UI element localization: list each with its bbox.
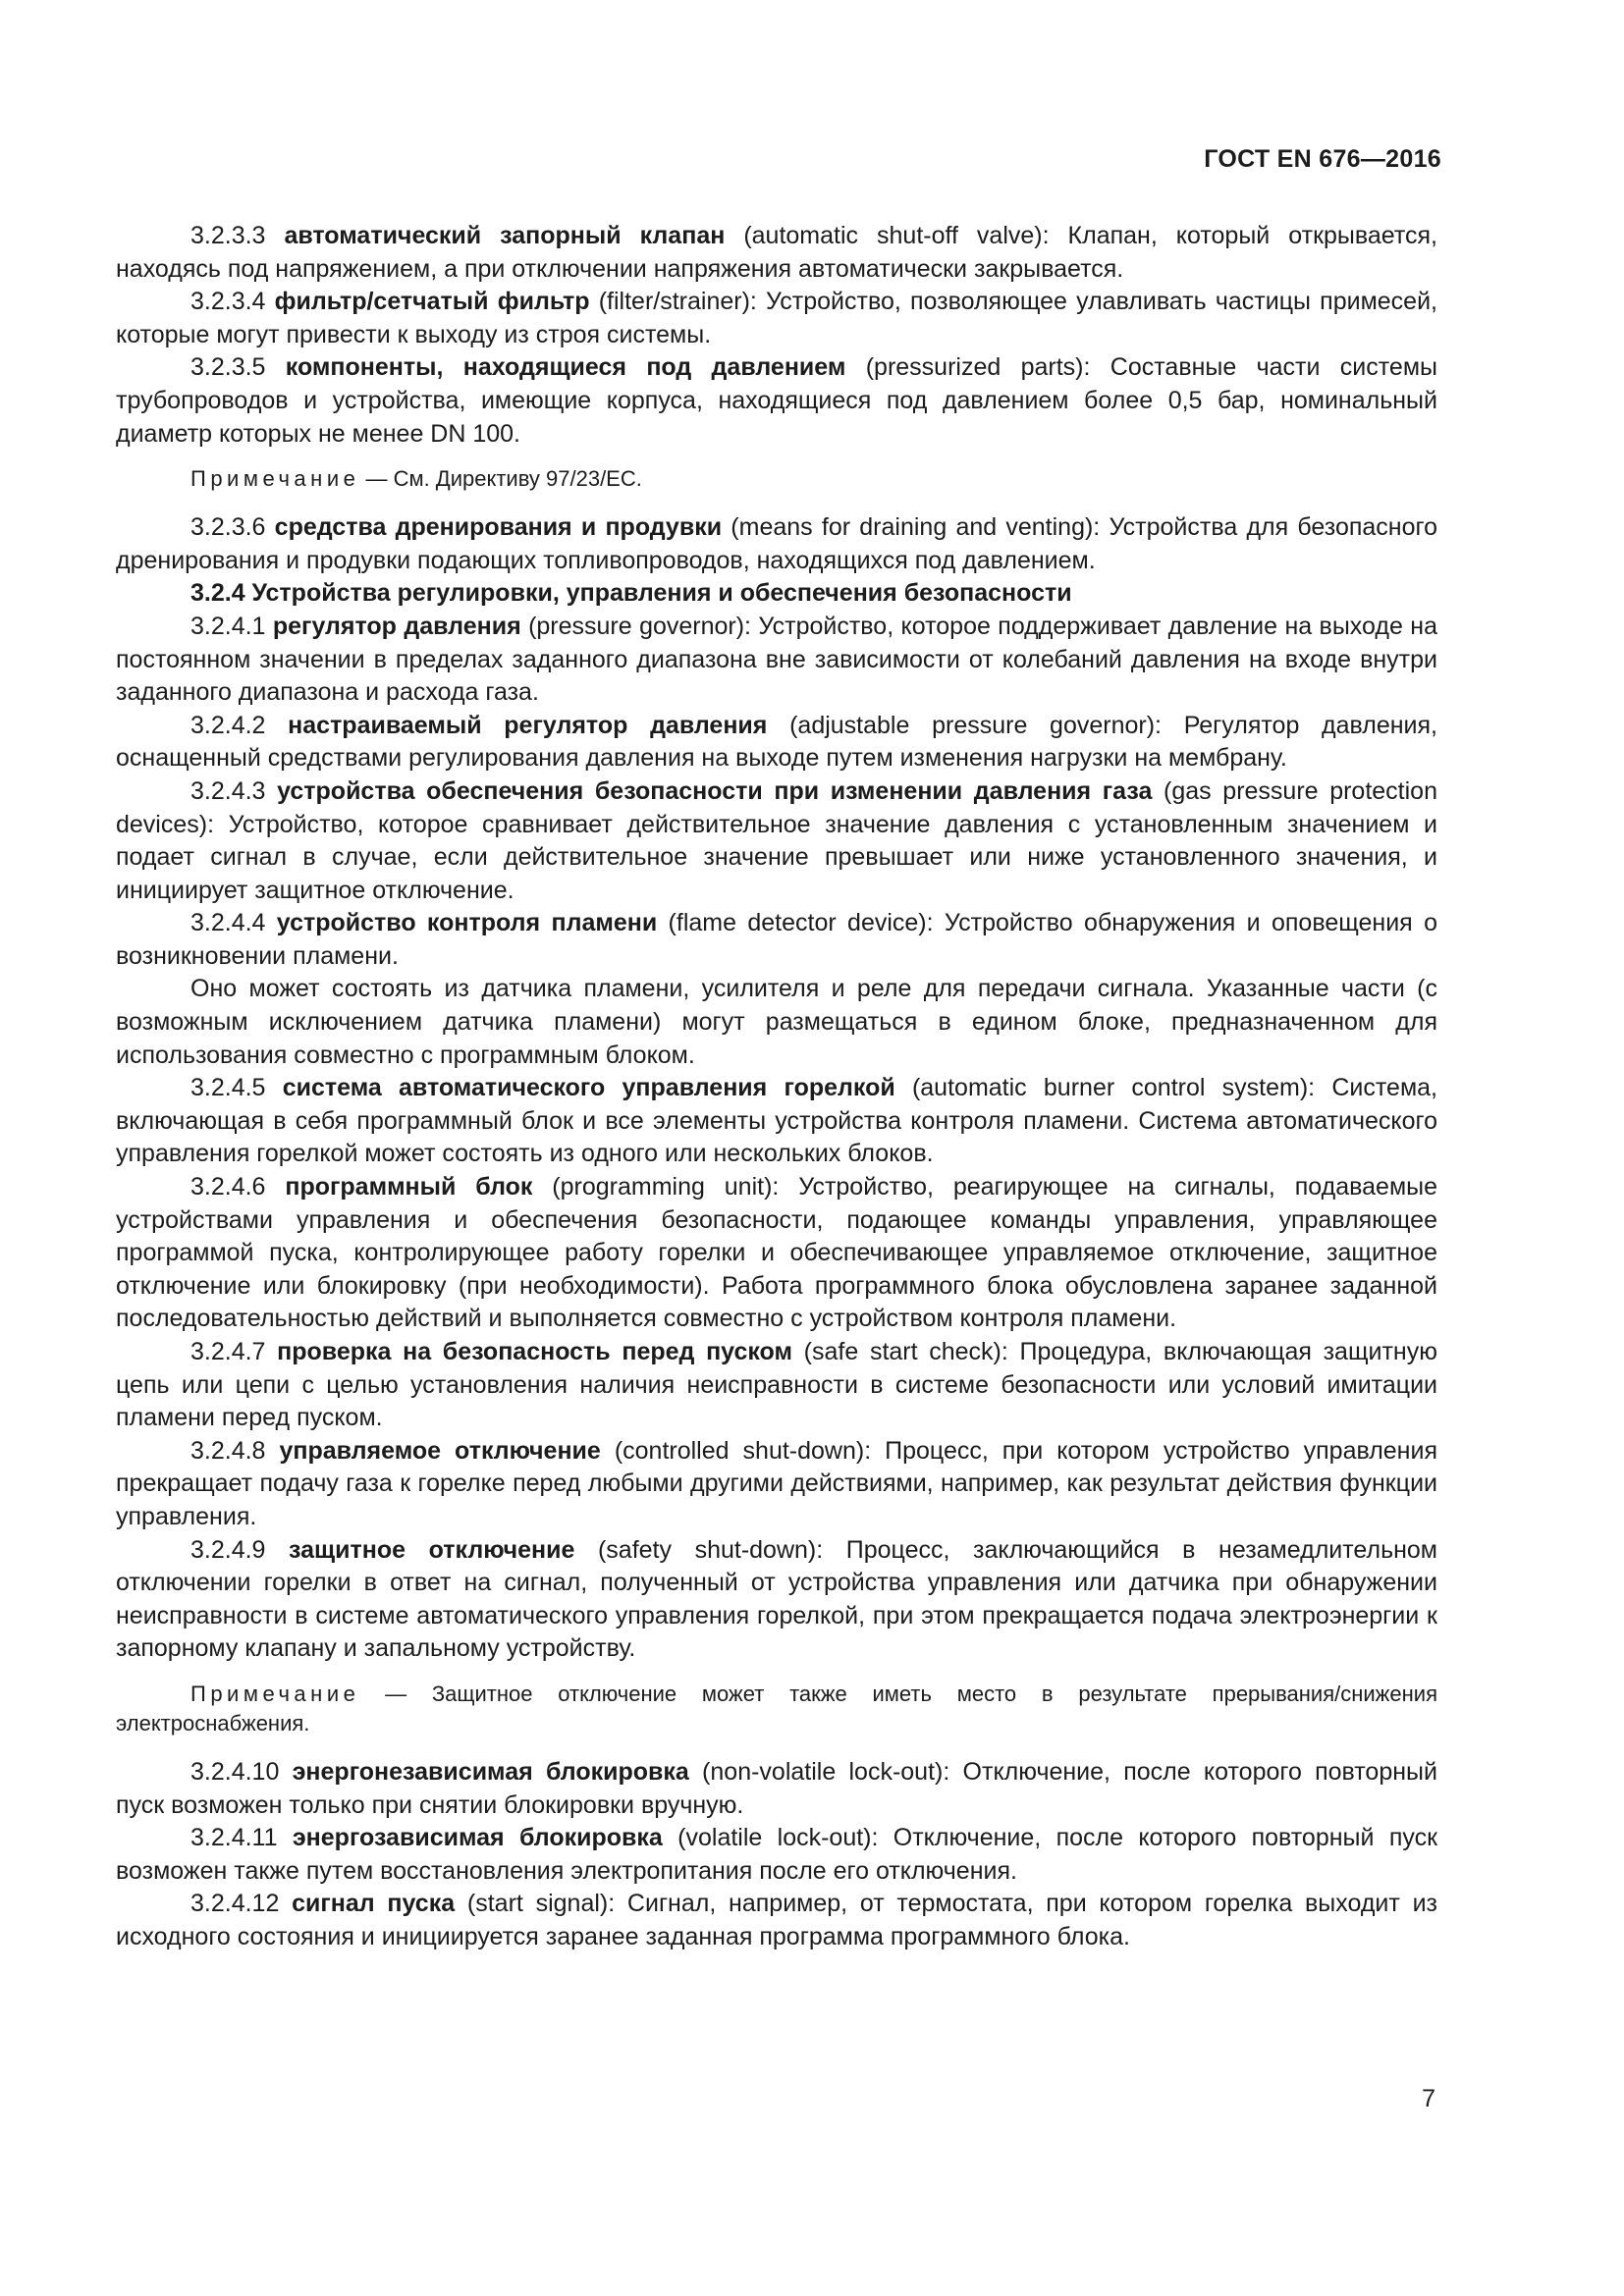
clause-3-2-4-11 <box>116 1822 1437 1888</box>
clause-term: проверка на безопасность перед пуском <box>277 1338 792 1365</box>
clause-number: 3.2.4.12 <box>190 1890 280 1918</box>
clause-term: компоненты, находящиеся под давлением <box>285 353 846 382</box>
note-text: — Защитное отключение может также иметь место в результате прерывания/снижения электроснабжения. <box>116 1681 1437 1735</box>
clause-number: 3.2.3.6 <box>190 513 266 542</box>
section-heading-3-2-4: 3.2.4 Устройства регулировки, управления и обеспечения безопасности <box>190 579 1072 608</box>
page-number: 7 <box>1422 2085 1435 2112</box>
clause-3-2-4-9 <box>116 1534 1437 1666</box>
clause-3-2-4-12 <box>116 1888 1437 1953</box>
clause-definition: (adjustable pressure governor): Регулятор давления, оснащенный средствами регулирования давления на выходе путем изменения нагрузки на мембрану. <box>116 711 1437 773</box>
clause-number: 3.2.4.9 <box>190 1535 266 1564</box>
clause-number: 3.2.4.4 <box>190 909 266 937</box>
clause-3-2-4-6 <box>116 1171 1437 1336</box>
clause-definition: (controlled shut-down): Процесс, при котором устройство управления прекращает подачу газа к горелке перед любыми другими действиями, например, как результат действия функции управления. <box>116 1436 1437 1530</box>
clause-definition: (means for draining and venting): Устройства для безопасного дренирования и продувки подающих топливопроводов, находящихся под давлением. <box>116 513 1437 574</box>
clause-term: устройства обеспечения безопасности при изменении давления газа <box>277 776 1153 805</box>
clause-3-2-4-4 <box>116 907 1437 973</box>
clause-term: автоматический запорный клапан <box>284 222 726 249</box>
clause-3-2-4-5 <box>116 1072 1437 1171</box>
note-label: Примечание <box>190 1681 360 1706</box>
clause-number: 3.2.4.7 <box>190 1338 266 1365</box>
clause-definition: (pressure governor): Устройство, которое поддерживает давление на выходе на постоянном значении в пределах заданного диапазона вне зависимости от колебаний давления на входе внутри заданного диапазона и расхода газа. <box>116 612 1437 707</box>
document-code-header: ГОСТ EN 676—2016 <box>1204 145 1441 173</box>
clause-term: настраиваемый регулятор давления <box>288 711 768 739</box>
clause-number: 3.2.4.3 <box>190 776 266 805</box>
clause-3-2-3-4 <box>116 286 1437 351</box>
clause-number: 3.2.4.11 <box>190 1824 278 1852</box>
clause-3-2-4-2 <box>116 710 1437 775</box>
document-body <box>116 220 1437 1954</box>
clause-term: средства дренирования и продувки <box>274 513 723 542</box>
clause-definition: (automatic burner control system): Система, включающая в себя программный блок и все элементы устройства контроля пламени. Система автоматического управления горелкой может состоять из одного или нескольких блоков. <box>116 1074 1437 1168</box>
clause-term: регулятор давления <box>272 612 521 640</box>
clause-number: 3.2.3.4 <box>190 288 266 316</box>
clause-number: 3.2.4.2 <box>190 711 266 739</box>
clause-term: фильтр/сетчатый фильтр <box>274 288 590 316</box>
clause-definition: (gas pressure protection devices): Устройство, которое сравнивает действительное значение давления с установленным значением и подает сигнал в случае, если действительное значение превышает или ниже установленного значения, и инициирует защитное отключение. <box>116 776 1437 904</box>
clause-term: защитное отключение <box>289 1535 575 1564</box>
clause-number: 3.2.4.8 <box>190 1436 266 1465</box>
clause-term: энергозависимая блокировка <box>292 1824 663 1852</box>
clause-number: 3.2.4.10 <box>190 1757 280 1786</box>
clause-3-2-4-1 <box>116 611 1437 710</box>
clause-3-2-3-5 <box>116 351 1437 451</box>
note-label: Примечание <box>190 466 360 492</box>
clause-definition: (volatile lock-out): Отключение, после которого повторный пуск возможен также путем восстановления электропитания после его отключения. <box>116 1824 1438 1885</box>
clause-term: сигнал пуска <box>292 1890 456 1918</box>
clause-3-2-3-6 <box>116 511 1437 577</box>
clause-definition: (pressurized parts): Составные части системы трубопроводов и устройства, имеющие корпуса, находящиеся под давлением более 0,5 бар, номинальный диаметр которых не менее DN 100. <box>116 353 1437 448</box>
clause-definition: (safe start check): Процедура, включающая защитную цепь или цепи с целью установления наличия неисправности в системе безопасности или условий имитации пламени перед пуском. <box>116 1338 1437 1432</box>
clause-definition: (safety shut-down): Процесс, заключающийся в незамедлительном отключении горелки в ответ на сигнал, полученный от устройства управления или датчика при обнаружении неисправности в системе автоматического управления горелкой, при этом прекращается подача электроэнергии к запорному клапану и запальному устройству. <box>116 1535 1437 1663</box>
clause-number: 3.2.4.6 <box>190 1173 266 1201</box>
clause-definition: (automatic shut-off valve): Клапан, который открывается, находясь под напряжением, а при отключении напряжения автоматически закрывается. <box>116 222 1438 283</box>
clause-definition: (filter/strainer): Устройство, позволяющее улавливать частицы примесей, которые могут привести к выходу из строя системы. <box>116 288 1437 348</box>
clause-3-2-4-7 <box>116 1336 1437 1435</box>
clause-3-2-4-3 <box>116 775 1437 907</box>
clause-3-2-4-8 <box>116 1435 1437 1534</box>
clause-definition: (start signal): Сигнал, например, от термостата, при котором горелка выходит из исходного состояния и инициируется заранее заданная программа программного блока. <box>116 1890 1437 1950</box>
clause-3-2-4-10 <box>116 1756 1437 1822</box>
clause-3-2-4-4-continuation: Оно может состоять из датчика пламени, усилителя и реле для передачи сигнала. Указанные части (с возможным исключением датчика пламени) могут размещаться в едином блоке, предназначенном для использования совместно с программным блоком. <box>116 975 1437 1069</box>
clause-term: управляемое отключение <box>279 1436 601 1465</box>
note-directive <box>116 464 1437 494</box>
clause-number: 3.2.3.5 <box>190 353 266 382</box>
clause-number: 3.2.4.1 <box>190 612 266 640</box>
clause-term: система автоматического управления горелкой <box>282 1074 895 1102</box>
note-text: — См. Директиву 97/23/ЕС. <box>359 466 642 492</box>
note-safety-shutdown <box>116 1680 1437 1738</box>
clause-term: устройство контроля пламени <box>276 909 658 937</box>
clause-3-2-3-3 <box>116 220 1437 286</box>
clause-definition: (flame detector device): Устройство обнаружения и оповещения о возникновении пламени. <box>116 909 1437 970</box>
clause-definition: (programming unit): Устройство, реагирующее на сигналы, подаваемые устройствами управления и обеспечения безопасности, подающее команды управления, управляющее программой пуска, контролирующее работу горелки и обеспечивающее управляемое отключение, защитное отключение или блокировку (при необходимости). Работа программного блока обусловлена заранее заданной последовательностью действий и выполняется совместно с устройством контроля пламени. <box>116 1173 1438 1333</box>
clause-term: энергонезависимая блокировка <box>292 1757 689 1786</box>
clause-term: программный блок <box>285 1173 533 1201</box>
clause-number: 3.2.4.5 <box>190 1074 266 1102</box>
clause-number: 3.2.3.3 <box>190 222 266 249</box>
clause-definition: (non-volatile lock-out): Отключение, после которого повторный пуск возможен только при снятии блокировки вручную. <box>116 1757 1437 1819</box>
